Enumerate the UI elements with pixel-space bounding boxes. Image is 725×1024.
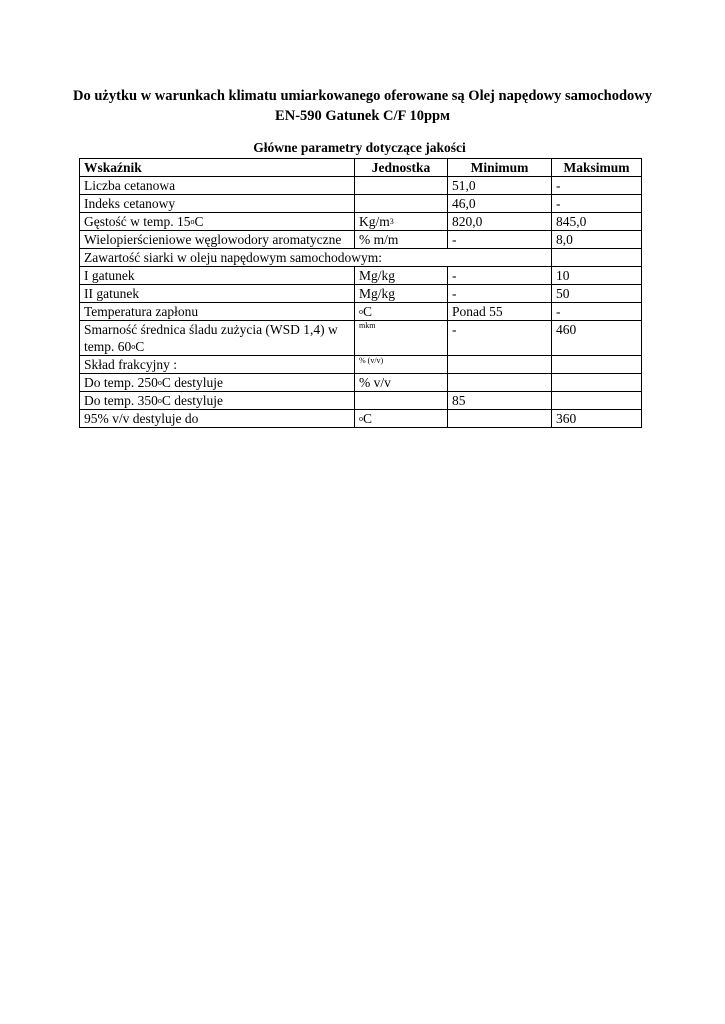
cell-name	[80, 374, 355, 392]
cell-name: Wielopierścieniowe węglowodory aromatyczne	[80, 231, 355, 249]
cell-name-text: Do temp. 350	[84, 393, 158, 408]
table-caption: Główne parametry dotyczące jakości	[253, 140, 466, 155]
cell-name: Skład frakcyjny :	[80, 356, 355, 374]
header-maximum: Maksimum	[552, 159, 642, 177]
cell-unit-text: mkm	[359, 321, 376, 330]
table-row	[80, 374, 642, 392]
header-minimum: Minimum	[448, 159, 552, 177]
cell-name-text: C	[194, 214, 204, 229]
cell-max: 10	[552, 267, 642, 285]
cell-min: 51,0	[448, 177, 552, 195]
cell-max	[552, 374, 642, 392]
cell-unit	[355, 410, 448, 428]
cell-unit	[355, 213, 448, 231]
cell-name-text: Do temp. 250	[84, 375, 158, 390]
degree-superscript: o	[131, 342, 136, 351]
table-row	[80, 410, 642, 428]
cell-name-text: C	[135, 339, 145, 354]
cell-name	[80, 213, 355, 231]
cell-min: -	[448, 321, 552, 356]
cell-max: 50	[552, 285, 642, 303]
cell-section-name: Zawartość siarki w oleju napędowym samochodowym:	[80, 249, 552, 267]
cell-max: -	[552, 195, 642, 213]
cell-name: 95% v/v destyluje do	[80, 410, 355, 428]
cell-name-text: Gęstość w temp. 15	[84, 214, 191, 229]
cell-name: I gatunek	[80, 267, 355, 285]
cell-unit-text: C	[363, 411, 373, 426]
cell-min: -	[448, 285, 552, 303]
cell-max	[552, 392, 642, 410]
cell-unit-text: C	[363, 304, 373, 319]
cell-max: 360	[552, 410, 642, 428]
table-row	[80, 177, 642, 195]
cell-max	[552, 249, 642, 267]
degree-superscript: o	[157, 378, 162, 387]
cell-name: Indeks cetanowy	[80, 195, 355, 213]
cell-min: 46,0	[448, 195, 552, 213]
cell-unit-text: Kg/m	[359, 214, 390, 229]
document-title: Do użytku w warunkach klimatu umiarkowanego oferowane są Olej napędowy samochodowy EN-590 Gatunek C/F 10ppм	[73, 88, 652, 124]
cell-min: -	[448, 231, 552, 249]
degree-superscript: o	[157, 396, 162, 405]
exponent-superscript: 3	[389, 217, 394, 226]
table-row	[80, 321, 642, 356]
header-unit: Jednostka	[355, 159, 448, 177]
cell-unit	[355, 356, 448, 374]
cell-max: 460	[552, 321, 642, 356]
cell-name: II gatunek	[80, 285, 355, 303]
cell-unit	[355, 392, 448, 410]
cell-name-text: C destyluje	[161, 393, 223, 408]
quality-parameters-table	[79, 158, 642, 428]
cell-min	[448, 410, 552, 428]
cell-unit	[355, 177, 448, 195]
cell-unit: Mg/kg	[355, 285, 448, 303]
cell-min: -	[448, 267, 552, 285]
cell-max: -	[552, 177, 642, 195]
cell-name	[80, 321, 355, 356]
cell-unit: % v/v	[355, 374, 448, 392]
table-row-section	[80, 249, 642, 267]
cell-max: -	[552, 303, 642, 321]
table-row	[80, 285, 642, 303]
table-row	[80, 267, 642, 285]
table-row	[80, 356, 642, 374]
cell-unit: Mg/kg	[355, 267, 448, 285]
cell-max: 845,0	[552, 213, 642, 231]
header-indicator: Wskaźnik	[80, 159, 355, 177]
table-row	[80, 195, 642, 213]
cell-min: 85	[448, 392, 552, 410]
degree-superscript: o	[190, 217, 195, 226]
cell-unit	[355, 195, 448, 213]
cell-unit: % m/m	[355, 231, 448, 249]
cell-unit	[355, 321, 448, 356]
table-row	[80, 231, 642, 249]
cell-name-text: Smarność średnica śladu zużycia (WSD 1,4) w	[84, 322, 338, 337]
cell-min	[448, 356, 552, 374]
degree-superscript: o	[359, 414, 363, 423]
cell-unit	[355, 303, 448, 321]
degree-superscript: o	[359, 307, 363, 316]
cell-name: Liczba cetanowa	[80, 177, 355, 195]
cell-min	[448, 374, 552, 392]
table-row	[80, 303, 642, 321]
table-row	[80, 213, 642, 231]
cell-max: 8,0	[552, 231, 642, 249]
cell-name-text: temp. 60	[84, 339, 132, 354]
cell-min: Ponad 55	[448, 303, 552, 321]
cell-max	[552, 356, 642, 374]
cell-name-text: C destyluje	[161, 375, 223, 390]
cell-name: Temperatura zapłonu	[80, 303, 355, 321]
table-row	[80, 392, 642, 410]
cell-min: 820,0	[448, 213, 552, 231]
cell-unit-text: % (v/v)	[359, 356, 384, 365]
cell-name	[80, 392, 355, 410]
table-header-row	[80, 159, 642, 177]
